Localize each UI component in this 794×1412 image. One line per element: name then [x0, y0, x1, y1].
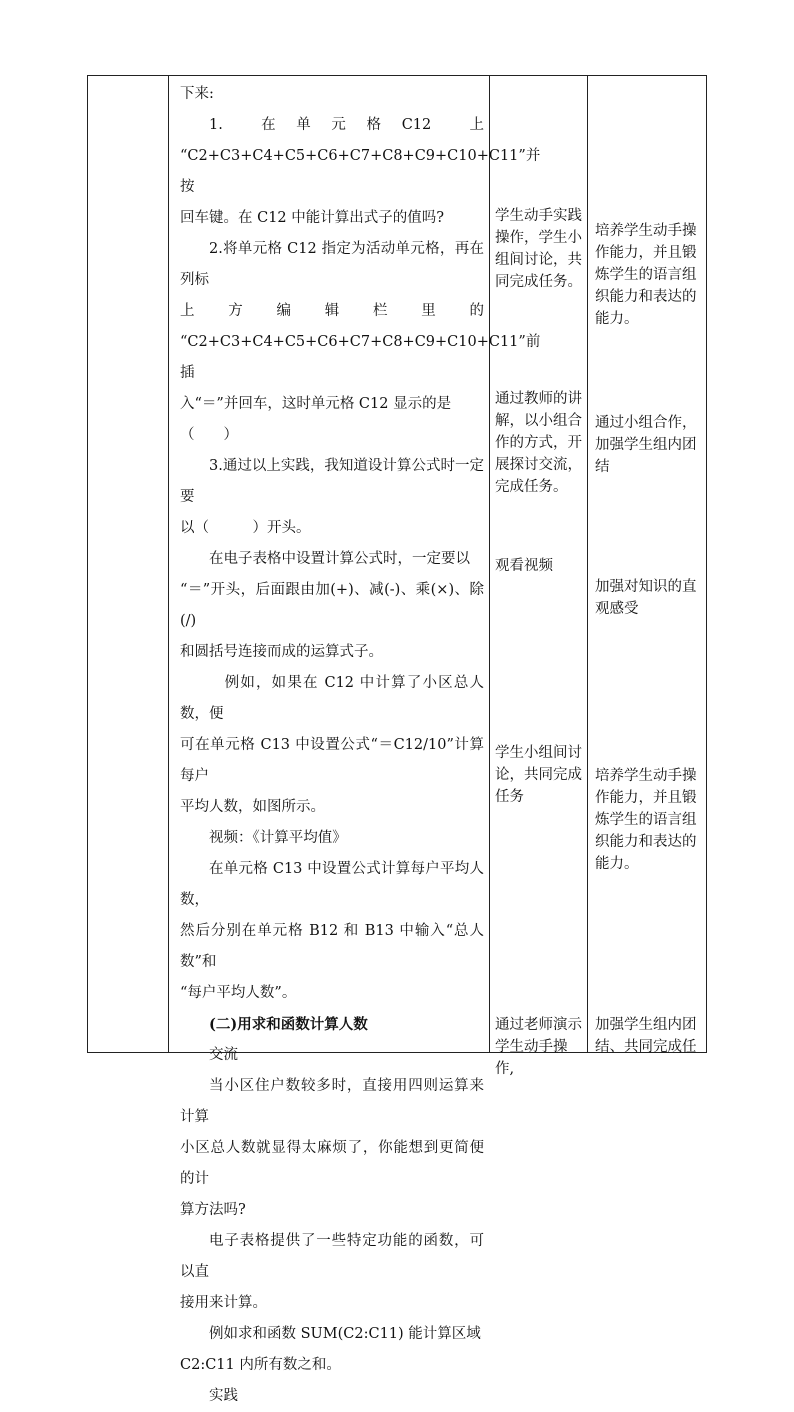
lesson-table: [87, 75, 707, 1404]
design-purpose-text: 通过小组合作，加强学生组内团结: [595, 415, 697, 475]
student-activity-text: 学生动手实践操作，学生小组间讨论，共同完成任务。: [495, 208, 582, 290]
step-2-spread: 上 方 编 辑 栏 里 的: [180, 303, 484, 319]
example-line: 例如，如果在 C12 中计算了小区总人数，便: [180, 675, 484, 722]
student-activity-text: 通过老师演示学生动手操作,: [495, 1017, 582, 1077]
design-purpose-text: 培养学生动手操作能力，并且锻炼学生的语言组织能力和表达的能力。: [595, 768, 697, 872]
step-2-lead: 2.将单元格 C12 指定为活动单元格，再在列标: [180, 241, 484, 288]
step-2-tail: 入“＝”并回车，这时单元格 C12 显示的是: [180, 396, 452, 412]
step-2-blank: （ ）: [180, 427, 238, 443]
step-1-lead: 1. 在 单 元 格 C12 上: [209, 117, 484, 133]
step-3-lead: 3.通过以上实践，我知道设计算公式时一定要: [180, 458, 484, 505]
question-line: 算方法吗?: [180, 1202, 246, 1218]
question-line: 当小区住户数较多时，直接用四则运算来计算: [180, 1078, 484, 1125]
section-heading: (二)用求和函数计算人数: [209, 1016, 368, 1033]
design-purpose-text: 加强对知识的直观感受: [595, 579, 697, 617]
student-activity-cell: [490, 76, 588, 1077]
function-line: 电子表格提供了一些特定功能的函数，可以直: [180, 1233, 484, 1280]
function-line: 接用来计算。: [180, 1295, 267, 1311]
exchange-label: 交流: [209, 1047, 238, 1063]
sum-line: 例如求和函数 SUM(C2:C11) 能计算区域: [209, 1326, 481, 1342]
student-activity-text: 观看视频: [495, 558, 553, 574]
column-divider: [168, 76, 169, 1052]
practice-label: 实践: [209, 1388, 238, 1404]
example-line: 可在单元格 C13 中设置公式“＝C12/10”计算每户: [180, 737, 484, 784]
design-purpose-text: 加强学生组内团结、共同完成任: [595, 1017, 697, 1055]
setup-line: 然后分别在单元格 B12 和 B13 中输入“总人数”和: [180, 923, 484, 970]
text-line: 下来:: [180, 86, 214, 102]
student-activity-text: 通过教师的讲解，以小组合作的方式，开展探讨交流，完成任务。: [495, 391, 582, 495]
step-1-formula: “C2+C3+C4+C5+C6+C7+C8+C9+C10+C11”并按: [180, 148, 541, 195]
rule-line: “＝”开头，后面跟由加(+)、减(-)、乘(×)、除(/): [180, 582, 484, 629]
design-purpose-cell: [588, 76, 706, 1055]
setup-line: 在单元格 C13 中设置公式计算每户平均人数，: [180, 861, 484, 908]
rule-line: 和圆括号连接而成的运算式子。: [180, 644, 383, 660]
student-activity-text: 学生小组间讨论，共同完成任务: [495, 745, 582, 805]
step-1-tail: 回车键。在 C12 中能计算出式子的值吗?: [180, 210, 445, 226]
design-purpose-text: 培养学生动手操作能力，并且锻炼学生的语言组织能力和表达的能力。: [595, 223, 697, 327]
step-2-formula: “C2+C3+C4+C5+C6+C7+C8+C9+C10+C11”前插: [180, 334, 541, 381]
setup-line: “每户平均人数”。: [180, 985, 297, 1001]
video-title: 视频：《计算平均值》: [209, 830, 347, 846]
sum-line: C2:C11 内所有数之和。: [180, 1357, 341, 1373]
rule-line: 在电子表格中设置计算公式时，一定要以: [209, 551, 470, 567]
question-line: 小区总人数就显得太麻烦了，你能想到更简便的计: [180, 1140, 484, 1187]
step-3-tail: 以（ ）开头。: [180, 520, 311, 536]
example-line: 平均人数，如图所示。: [180, 799, 325, 815]
